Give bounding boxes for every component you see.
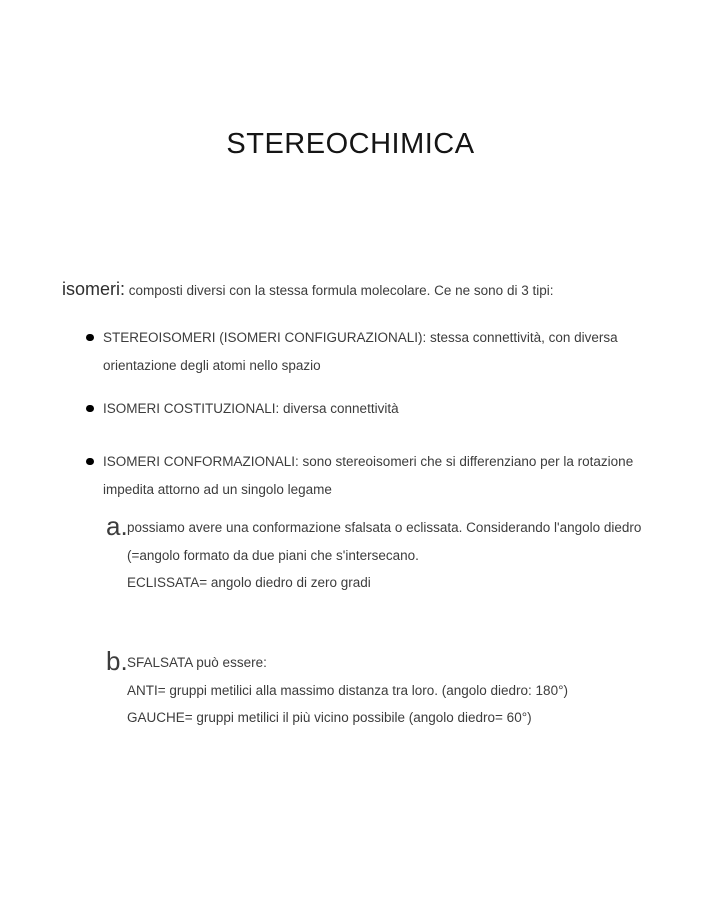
lettered-item-b — [106, 646, 643, 732]
list-item-text: STEREOISOMERI (ISOMERI CONFIGURAZIONALI): stessa connettività, con diversa orientazione degli atomi nello spazio — [103, 330, 618, 373]
list-item — [86, 324, 655, 379]
paragraph: GAUCHE= gruppi metilici il più vicino possibile (angolo diedro= 60°) — [127, 710, 532, 725]
page-title: STEREOCHIMICA — [226, 128, 475, 160]
list-item — [86, 448, 655, 503]
intro-definition: composti diversi con la stessa formula molecolare. Ce ne sono di 3 tipi: — [125, 283, 554, 298]
paragraph: SFALSATA può essere: — [127, 655, 267, 670]
list-item-text: ISOMERI COSTITUZIONALI: diversa connettività — [103, 401, 399, 416]
paragraph: possiamo avere una conformazione sfalsata o eclissata. Considerando l'angolo diedro (=angolo formato da due piani che s'intersecano. — [127, 520, 642, 563]
paragraph: ECLISSATA= angolo diedro di zero gradi — [127, 575, 371, 590]
bullet-icon — [86, 405, 94, 413]
lettered-item-b-body — [127, 649, 643, 732]
lettered-item-a-body — [127, 514, 643, 597]
list-marker-a: a. — [106, 511, 128, 541]
bullet-icon — [86, 458, 94, 466]
list-item — [86, 395, 655, 423]
list-item-text: ISOMERI CONFORMAZIONALI: sono stereoisomeri che si differenziano per la rotazione impedita attorno ad un singolo legame — [103, 454, 634, 497]
paragraph: ANTI= gruppi metilici alla massimo distanza tra loro. (angolo diedro: 180°) — [127, 682, 568, 698]
list-marker-b: b. — [106, 646, 128, 676]
intro-term: isomeri: — [62, 279, 126, 299]
lettered-item-a — [106, 511, 643, 597]
intro-line — [62, 278, 553, 302]
bullet-icon — [86, 334, 94, 342]
